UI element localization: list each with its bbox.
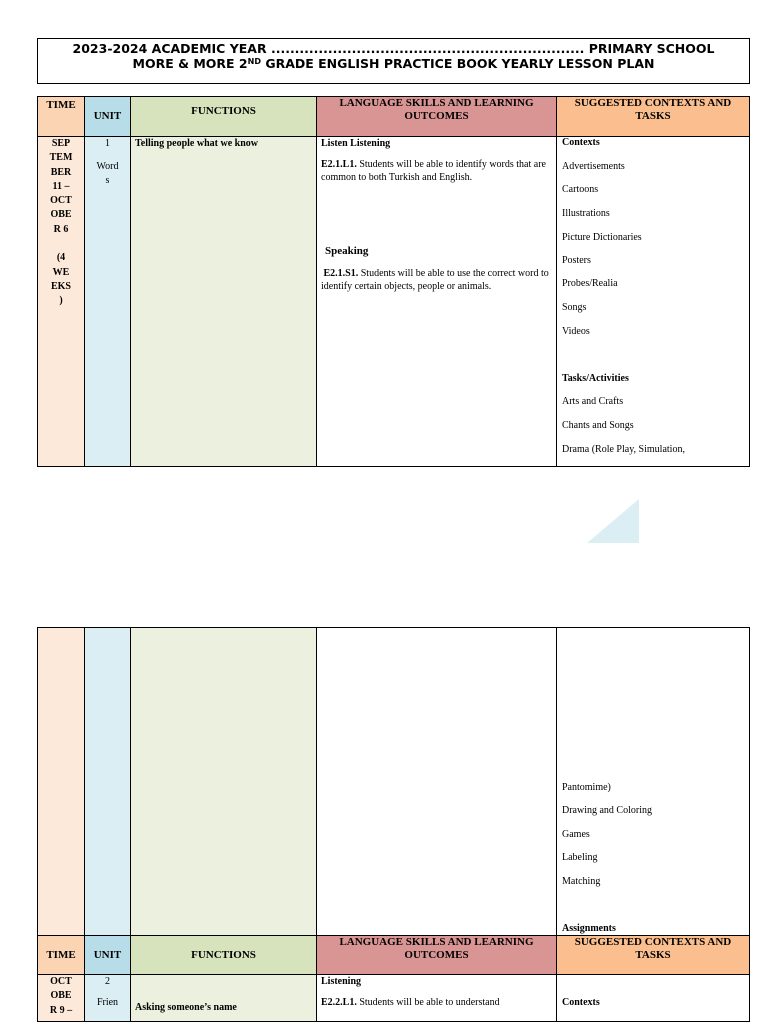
task-item: Matching	[562, 876, 601, 887]
decorative-triangle	[587, 499, 639, 543]
time-lines-1	[38, 137, 84, 309]
title-line-2-pre: MORE & MORE 2	[132, 56, 248, 71]
suggested-cell-2	[557, 975, 750, 1022]
listening-outcome-1	[321, 158, 552, 184]
contexts-heading-1: Contexts	[562, 137, 600, 148]
unit-number-2: 2	[105, 976, 110, 987]
time-cell-cont	[38, 628, 85, 936]
context-item: Cartoons	[562, 184, 599, 195]
unit-name-line: Word	[96, 161, 119, 172]
language-cell-1	[317, 137, 557, 467]
task-item: Pantomime)	[562, 782, 611, 793]
task-item: Labeling	[562, 852, 598, 863]
speaking-heading-1: Speaking	[325, 245, 369, 257]
listening-heading-2: Listening	[321, 976, 362, 987]
time-line: R 6	[53, 223, 69, 235]
time-line: BER	[50, 166, 72, 178]
header-unit: UNIT	[85, 97, 131, 137]
listening-outcome-2	[321, 996, 552, 1009]
context-item: Illustrations	[562, 208, 610, 219]
header-language-skills-2: LANGUAGE SKILLS AND LEARNING OUTCOMES	[317, 936, 557, 975]
time-line: OCT	[50, 976, 72, 987]
title-line-2-post: GRADE ENGLISH PRACTICE BOOK YEARLY LESSON PLAN	[260, 56, 655, 71]
task-item: Games	[562, 829, 590, 840]
suggested-cell-1	[557, 137, 750, 467]
title-superscript: ND	[247, 57, 261, 66]
outcome-text-e2-1-l1: Students will be able to identify words that are common to both Turkish and English.	[321, 159, 546, 183]
time-lines-2	[38, 975, 84, 1018]
language-cell-cont	[317, 628, 557, 936]
unit-name-1	[85, 160, 130, 189]
outcome-text-e2-1-s1: Students will be able to use the correct word to identify certain objects, people or animals.	[321, 268, 549, 292]
header-suggested-contexts: SUGGESTED CONTEXTS AND TASKS	[557, 97, 750, 137]
assignments-heading: Assignments	[562, 923, 616, 934]
time-line: OBE	[50, 990, 72, 1002]
header-functions: FUNCTIONS	[131, 97, 317, 137]
lesson-table-2	[37, 627, 750, 1022]
contexts-heading-2: Contexts	[562, 997, 600, 1008]
time-line	[38, 237, 84, 251]
function-text-2: Asking someone’s name	[135, 1002, 237, 1013]
suggested-cell-cont	[557, 628, 750, 936]
time-line: OCT	[50, 195, 72, 207]
lesson-table-1	[37, 96, 750, 467]
header-time: TIME	[38, 97, 85, 137]
time-line: SEP	[51, 138, 71, 149]
time-line: )	[59, 295, 63, 307]
header-functions-2: FUNCTIONS	[131, 936, 317, 975]
functions-cell-1	[131, 137, 317, 467]
time-line: EKS	[50, 280, 71, 292]
header-language-skills: LANGUAGE SKILLS AND LEARNING OUTCOMES	[317, 97, 557, 137]
function-text-1: Telling people what we know	[135, 138, 258, 149]
unit-cell-2	[85, 975, 131, 1022]
title-line-2	[38, 57, 749, 71]
context-item: Probes/Realia	[562, 278, 618, 289]
language-cell-2	[317, 975, 557, 1022]
unit-cell-cont	[85, 628, 131, 936]
time-line: WE	[52, 266, 70, 278]
task-item: Drawing and Coloring	[562, 805, 652, 816]
task-item: Chants and Songs	[562, 420, 634, 431]
outcome-code-e2-1-l1: E2.1.L1.	[321, 159, 357, 170]
unit-cell-1	[85, 137, 131, 467]
tasks-heading-1: Tasks/Activities	[562, 373, 629, 384]
time-line: OBE	[50, 209, 72, 221]
context-item: Posters	[562, 255, 591, 266]
time-line: TEM	[49, 152, 73, 164]
time-line: R 9 –	[49, 1004, 73, 1016]
outcome-code-e2-1-s1: E2.1.S1.	[323, 268, 359, 279]
context-item: Advertisements	[562, 161, 625, 172]
unit-name-2: Frien	[96, 997, 119, 1008]
unit-name-line: s	[105, 175, 110, 187]
context-item: Songs	[562, 302, 587, 313]
time-line: (4	[56, 252, 66, 264]
title-box	[37, 38, 750, 84]
context-item: Videos	[562, 326, 590, 337]
time-line: 11 –	[52, 180, 70, 192]
outcome-text-e2-2-l1: Students will be able to understand	[356, 997, 500, 1008]
speaking-outcome-1	[321, 267, 552, 293]
header-suggested-contexts-2: SUGGESTED CONTEXTS AND TASKS	[557, 936, 750, 975]
listening-heading-1: Listen Listening	[321, 138, 391, 149]
task-item: Arts and Crafts	[562, 396, 624, 407]
header-unit-2: UNIT	[85, 936, 131, 975]
time-cell-1	[38, 137, 85, 467]
functions-cell-2	[131, 975, 317, 1022]
header-time-2: TIME	[38, 936, 85, 975]
unit-number-1: 1	[105, 138, 110, 149]
functions-cell-cont	[131, 628, 317, 936]
title-line-1: 2023-2024 ACADEMIC YEAR .................................................................. PRIMARY SCHOOL	[72, 41, 715, 56]
outcome-code-e2-2-l1: E2.2.L1.	[321, 997, 357, 1008]
task-item: Drama (Role Play, Simulation,	[562, 444, 685, 455]
context-item: Picture Dictionaries	[562, 232, 642, 243]
time-cell-2	[38, 975, 85, 1022]
